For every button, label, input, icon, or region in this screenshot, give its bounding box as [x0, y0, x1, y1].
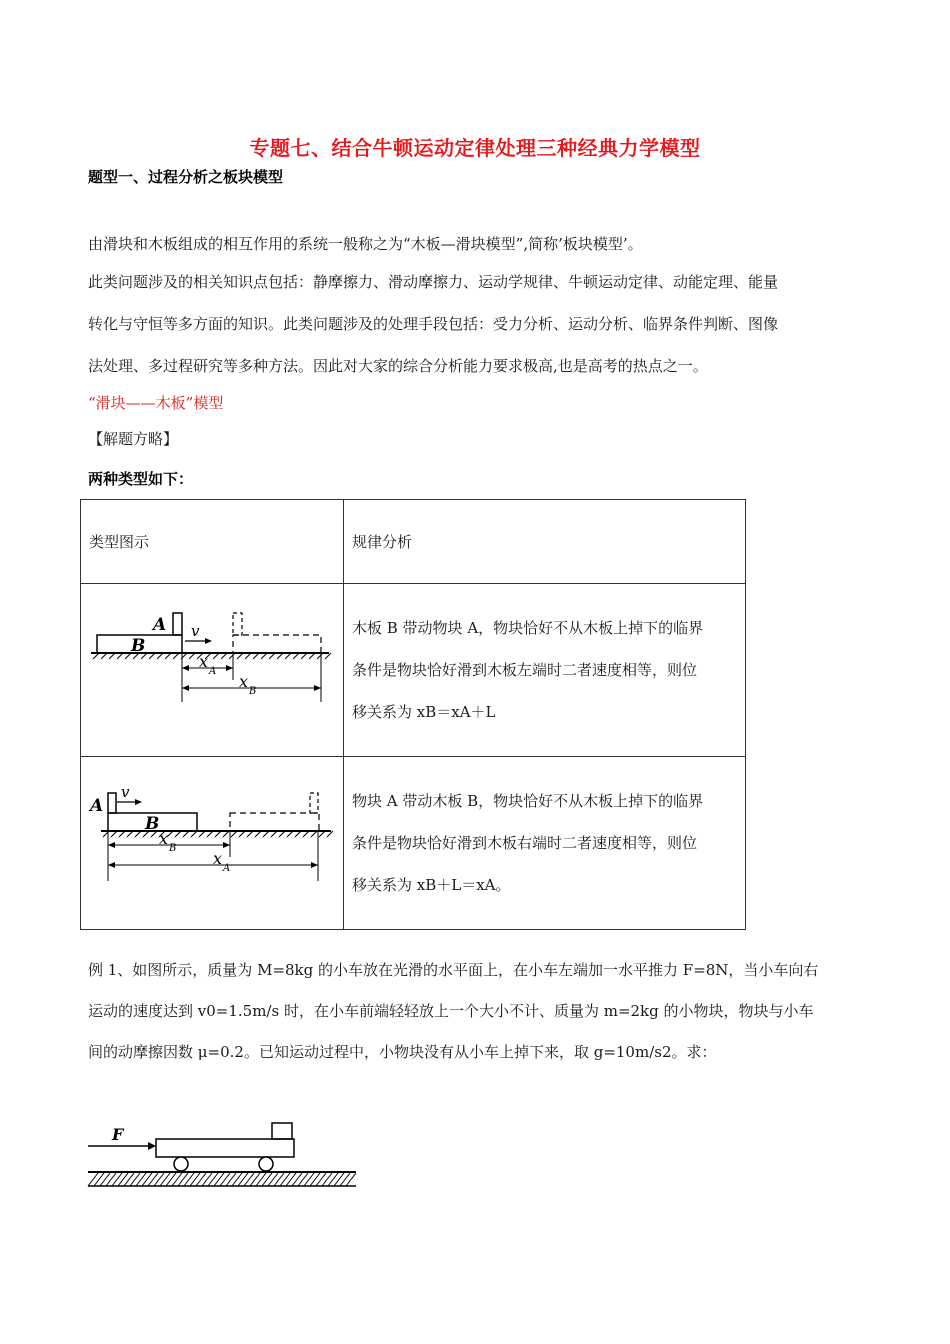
- arrow-head-icon: [182, 665, 189, 671]
- block-a: [108, 793, 116, 813]
- table-cell: [81, 584, 344, 757]
- block-a-final: [310, 793, 318, 813]
- block-drives-board-figure: [81, 757, 343, 925]
- arrow-head-icon: [135, 799, 142, 805]
- intro-line-1: 由滑块和木板组成的相互作用的系统一般称之为“木板—滑块模型”,简称’板块模型’。: [88, 235, 643, 253]
- label-xb-sub: B: [249, 686, 257, 697]
- arrow-head-icon: [108, 842, 115, 848]
- cart-wheel: [174, 1157, 188, 1171]
- types-label: 两种类型如下：: [88, 470, 194, 488]
- example-line-1: 例 1、如图所示，质量为 M=8kg 的小车放在光滑的水平面上，在小车左端加一水平推力 F=8N，当小车向右: [88, 961, 819, 979]
- table-cell: [344, 757, 746, 930]
- header-rule-analysis: 规律分析: [352, 532, 413, 551]
- example-line-2: 运动的速度达到 v0=1.5m/s 时，在小车前端轻轻放上一个大小不计、质量为 m=2kg 的小物块，物块与小车: [88, 1002, 814, 1020]
- force-label: F: [112, 1125, 124, 1144]
- label-xa-sub: A: [209, 666, 217, 677]
- label-v: v: [191, 622, 200, 640]
- cart-wheel: [259, 1157, 273, 1171]
- table-row: [81, 757, 746, 930]
- board-b-final: [233, 635, 321, 653]
- arrow-head-icon: [205, 638, 212, 644]
- example-line-3: 间的动摩擦因数 μ=0.2。已知运动过程中，小物块没有从小车上掉下来，取 g=10m/s2。求：: [88, 1043, 717, 1061]
- row2-line1: 物块 A 带动木板 B，物块恰好不从木板上掉下的临界: [352, 792, 704, 810]
- intro-line-4: 法处理、多过程研究等多种方法。因此对大家的综合分析能力要求极高,也是高考的热点之一。: [88, 357, 708, 375]
- label-xa-sub: A: [223, 863, 231, 874]
- table-cell: [344, 584, 746, 757]
- label-xb: x: [239, 672, 249, 691]
- table-row: [81, 584, 746, 757]
- arrow-head-icon: [223, 842, 230, 848]
- board-drives-block-figure: [81, 584, 343, 752]
- section-heading: 题型一、过程分析之板块模型: [88, 168, 284, 186]
- small-block: [272, 1123, 292, 1139]
- page-title: 专题七、结合牛顿运动定律处理三种经典力学模型: [249, 136, 701, 160]
- row2-line2: 条件是物块恰好滑到木板右端时二者速度相等，则位: [352, 834, 698, 852]
- label-b: B: [145, 814, 160, 834]
- arrow-head-icon: [182, 685, 189, 691]
- board-b-final: [230, 813, 319, 831]
- model-table: [80, 499, 746, 930]
- label-xa: x: [199, 652, 209, 671]
- arrow-head-icon: [108, 862, 115, 868]
- table-cell: [344, 500, 746, 584]
- block-a-final: [233, 613, 242, 635]
- arrow-head-icon: [226, 665, 233, 671]
- label-a: A: [153, 615, 167, 635]
- label-xb: x: [159, 829, 169, 848]
- label-v: v: [121, 783, 130, 801]
- block-a: [173, 613, 182, 635]
- label-a: A: [90, 796, 104, 816]
- ground-hatching: [88, 1173, 356, 1186]
- label-xb-sub: B: [169, 843, 177, 854]
- table-cell: [81, 757, 344, 930]
- table-header-row: [81, 500, 746, 584]
- arrow-head-icon: [311, 862, 318, 868]
- intro-line-2: 此类问题涉及的相关知识点包括：静摩擦力、滑动摩擦力、运动学规律、牛顿运动定律、动能定理、能量: [88, 273, 779, 291]
- label-b: B: [131, 636, 146, 656]
- table-cell: [81, 500, 344, 584]
- arrow-head-icon: [314, 685, 321, 691]
- header-type-diagram: 类型图示: [89, 532, 150, 551]
- row1-line3: 移关系为 xB＝xA＋L: [352, 703, 496, 721]
- arrow-head-icon: [148, 1142, 156, 1150]
- strategy-label: 【解题方略】: [88, 430, 179, 448]
- intro-line-3: 转化与守恒等多方面的知识。此类问题涉及的处理手段包括：受力分析、运动分析、临界条件判断、图像: [88, 315, 779, 333]
- model-label: “滑块——木板”模型: [88, 394, 224, 412]
- row1-line2: 条件是物块恰好滑到木板左端时二者速度相等，则位: [352, 661, 698, 679]
- label-xa: x: [213, 849, 223, 868]
- cart-figure: [86, 1120, 358, 1192]
- row1-line1: 木板 B 带动物块 A，物块恰好不从木板上掉下的临界: [352, 619, 704, 637]
- row2-line3: 移关系为 xB＋L＝xA。: [352, 876, 511, 894]
- cart-body: [156, 1139, 294, 1157]
